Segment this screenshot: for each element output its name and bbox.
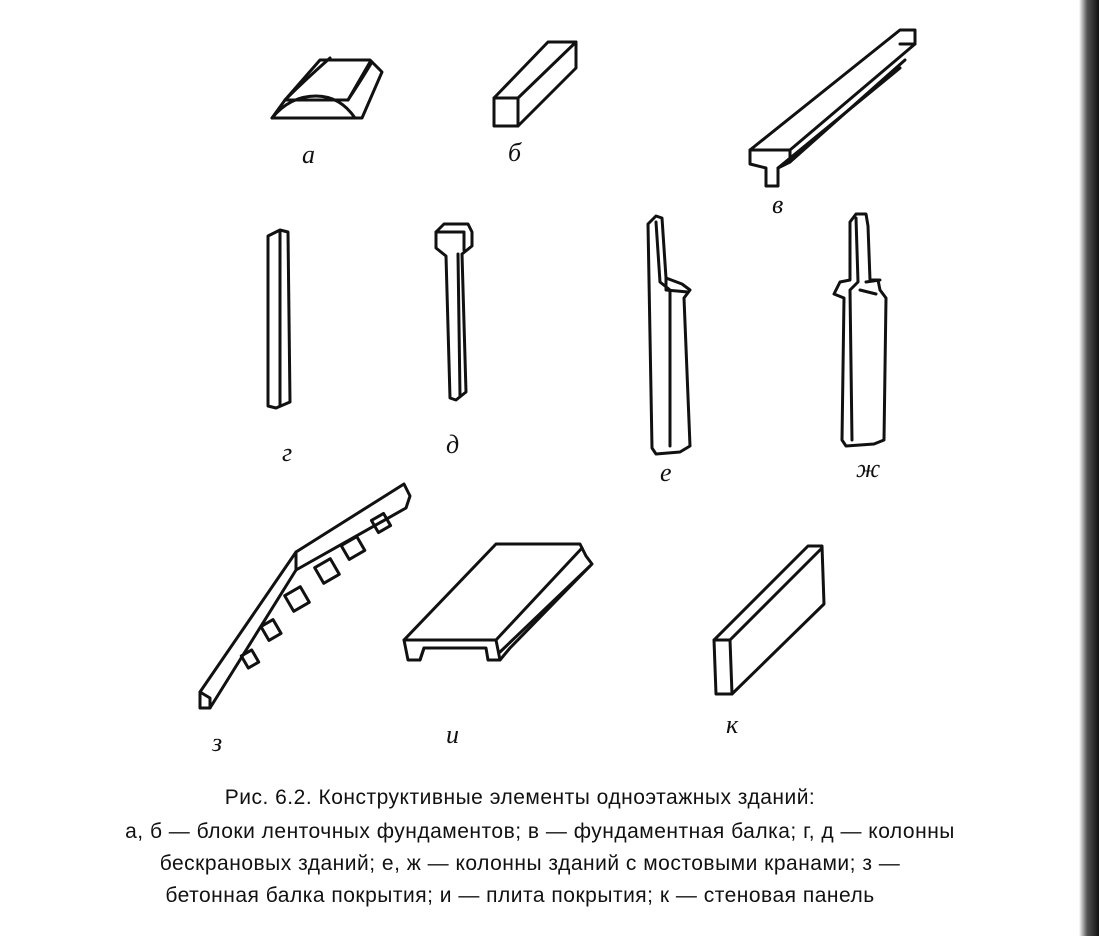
foundation-block-a-drawing xyxy=(272,58,382,118)
foundation-block-b-drawing xyxy=(494,42,576,126)
label-a: а xyxy=(302,140,315,169)
column-g-drawing xyxy=(268,230,290,408)
label-d: д xyxy=(446,430,460,459)
caption-line-2: а, б — блоки ленточных фундаментов; в — фундаментная балка; г, д — колонны xyxy=(125,820,955,843)
crane-column-e-drawing xyxy=(648,216,690,454)
label-e: е xyxy=(660,458,672,487)
label-i: и xyxy=(446,720,459,749)
crane-column-zh-drawing xyxy=(834,214,886,446)
label-k: к xyxy=(726,710,739,739)
scan-edge-shadow xyxy=(1079,0,1099,936)
roof-beam-drawing xyxy=(200,484,410,708)
label-z: з xyxy=(212,728,223,757)
caption-line-1: Рис. 6.2. Конструктивные элементы одноэтажных зданий: xyxy=(224,786,816,809)
label-b: б xyxy=(508,138,522,167)
column-d-drawing xyxy=(436,224,472,400)
foundation-beam-drawing xyxy=(750,30,915,186)
caption-line-3: бескрановых зданий; е, ж — колонны зданий с мостовыми кранами; з — xyxy=(159,852,901,875)
roof-slab-drawing xyxy=(404,544,592,660)
wall-panel-drawing xyxy=(714,546,824,694)
caption-line-4: бетонная балка покрытия; и — плита покрытия; к — стеновая панель xyxy=(165,884,875,907)
label-zh: ж xyxy=(856,454,881,483)
label-v: в xyxy=(772,190,784,219)
label-g: г xyxy=(282,438,293,467)
